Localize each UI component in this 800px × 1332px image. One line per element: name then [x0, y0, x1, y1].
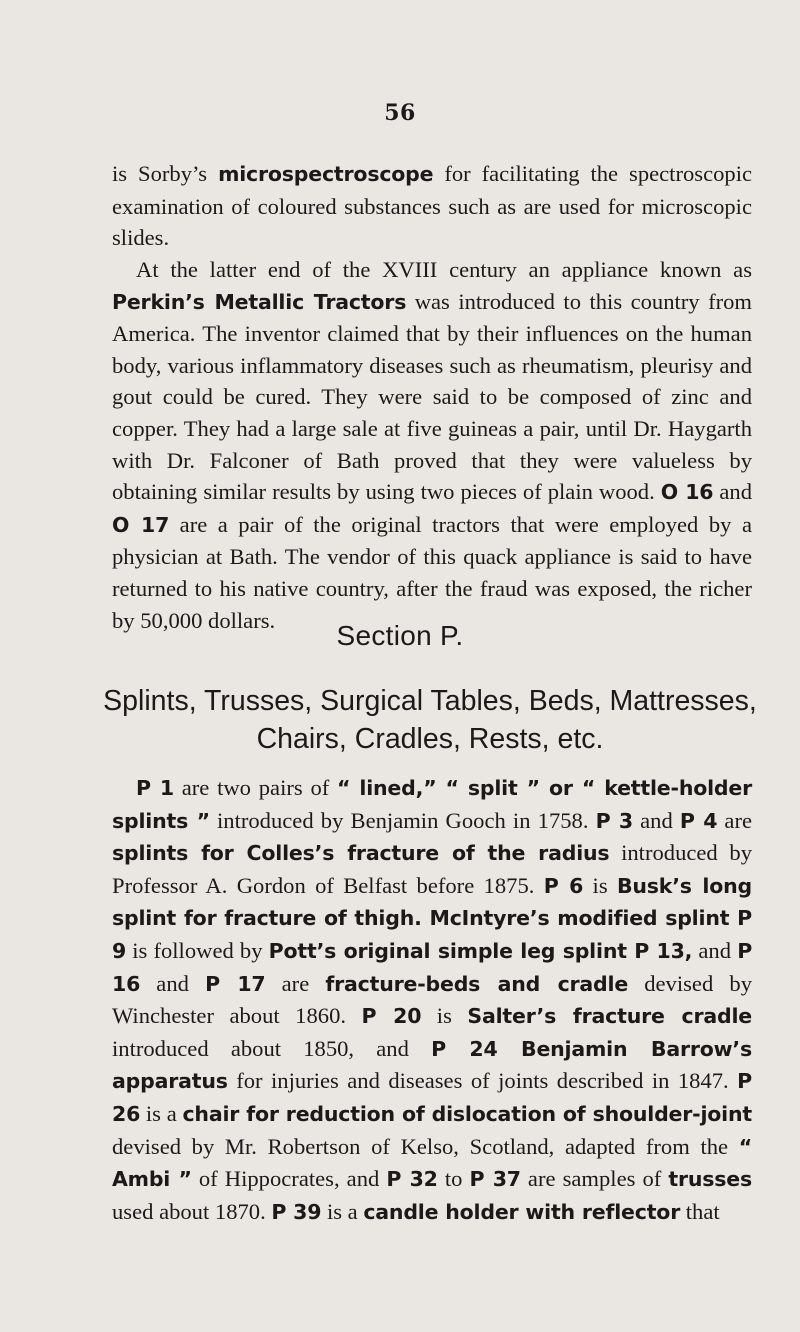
text-run: is Sorby’s: [112, 161, 219, 186]
text-run: are samples of: [520, 1166, 669, 1192]
text-run: used about 1870.: [112, 1198, 272, 1224]
text-run: devised by Mr. Robertson of Kelso, Scotland, adapted from the: [112, 1133, 739, 1159]
paragraph-splints: [112, 772, 752, 1228]
catalogue-ref: O 17: [112, 512, 170, 537]
text-run: and: [632, 807, 680, 833]
bold-term-microspectroscope: microspectroscope: [218, 162, 434, 186]
bold-term: fracture-beds and cradle: [325, 971, 629, 996]
text-run: are: [717, 807, 753, 833]
catalogue-ref: P 4: [679, 808, 718, 833]
bold-term: chair for reduction of dislocation of shoulder-joint: [182, 1101, 752, 1126]
bold-term: Busk’s long splint for fracture of thigh. McIntyre’s modified splint P 9: [112, 873, 753, 963]
text-run: is: [583, 872, 617, 898]
text-run: to: [437, 1166, 470, 1192]
bold-term: Salter’s fracture cradle: [467, 1004, 752, 1029]
catalogue-ref: P 37: [469, 1167, 521, 1192]
bold-term: splints for Colles’s fracture of the radius: [112, 841, 610, 866]
text-run: is followed by: [126, 937, 269, 963]
page-number: 56: [384, 100, 416, 126]
paragraph-sorby: [112, 158, 752, 254]
bold-term: Pott’s original simple leg splint P 13,: [268, 938, 693, 963]
bold-term: candle holder with reflector: [363, 1199, 681, 1224]
bold-term: “ Ambi ”: [112, 1134, 752, 1192]
text-run: introduced by Professor A. Gordon of Belfast before 1875.: [112, 840, 752, 898]
text-run: At the latter end of the XVIII century an appliance known as: [136, 257, 752, 282]
catalogue-ref: P 3: [595, 808, 633, 833]
catalogue-ref: P 6: [543, 873, 584, 898]
text-run: for facilitating the spectroscopic examination of coloured substances such as are used for microscopic slides.: [112, 161, 752, 251]
text-run: is: [421, 1003, 468, 1029]
text-run: devised by Winchester about 1860.: [112, 970, 752, 1029]
text-run: introduced by Benjamin Gooch in 1758.: [209, 807, 596, 833]
catalogue-ref: P 16: [112, 938, 753, 996]
text-run: are two pairs of: [173, 775, 338, 800]
text-run: introduced about 1850, and: [112, 1035, 432, 1061]
text-run: of Hippocrates, and: [191, 1166, 387, 1192]
paragraph-perkins-tractors: [112, 254, 752, 636]
bold-term: “ lined,” “ split ” or “ kettle-holder splints ”: [112, 776, 753, 833]
catalogue-ref: P 17: [205, 971, 266, 996]
bold-term-perkins-tractors: Perkin’s Metallic Tractors: [112, 289, 407, 314]
bold-term: trusses: [668, 1167, 753, 1192]
section-title: Section P.: [336, 620, 464, 651]
paragraph-text: [112, 772, 752, 1228]
catalogue-ref: P 26: [112, 1069, 752, 1126]
section-heading: [100, 682, 760, 758]
paragraph-text: [112, 158, 752, 254]
paragraph-text: [112, 254, 752, 636]
catalogue-ref: P 32: [386, 1167, 438, 1192]
section-heading-line: Chairs, Cradles, Rests, etc.: [256, 723, 604, 755]
text-run: that: [680, 1198, 720, 1224]
bold-term: P 24 Benjamin Barrow’s apparatus: [112, 1036, 752, 1094]
catalogue-ref: O 16: [660, 480, 714, 505]
catalogue-ref: P 39: [271, 1199, 322, 1224]
text-run: was introduced to this country from America. The inventor claimed that by their influences on the human body, various inflammatory diseases such as rheumatism, pleurisy and gout could be cured. They were said to be composed of zinc and copper. They had a large sale at five guineas a pair, until Dr. Haygarth with Dr. Falconer of Bath proved that they were valueless by obtaining similar results by using two pieces of plain wood.: [112, 288, 753, 505]
text-run: and: [692, 937, 738, 963]
catalogue-ref: P 1: [136, 776, 174, 800]
text-run: is a: [140, 1100, 183, 1126]
text-run: and: [713, 479, 752, 505]
catalogue-ref: P 20: [361, 1004, 422, 1029]
section-heading-line: Splints, Trusses, Surgical Tables, Beds, Mattresses,: [103, 685, 757, 717]
text-run: for injuries and diseases of joints described in 1847.: [227, 1068, 738, 1094]
text-run: are: [265, 970, 326, 996]
text-run: is a: [321, 1198, 364, 1224]
text-run: and: [140, 970, 206, 996]
text-run: are a pair of the original tractors that were employed by a physician at Bath. The vendor of this quack appliance is said to have returned to his native country, after the fraud was exposed, the richer by 50,000 dollars.: [112, 511, 752, 633]
